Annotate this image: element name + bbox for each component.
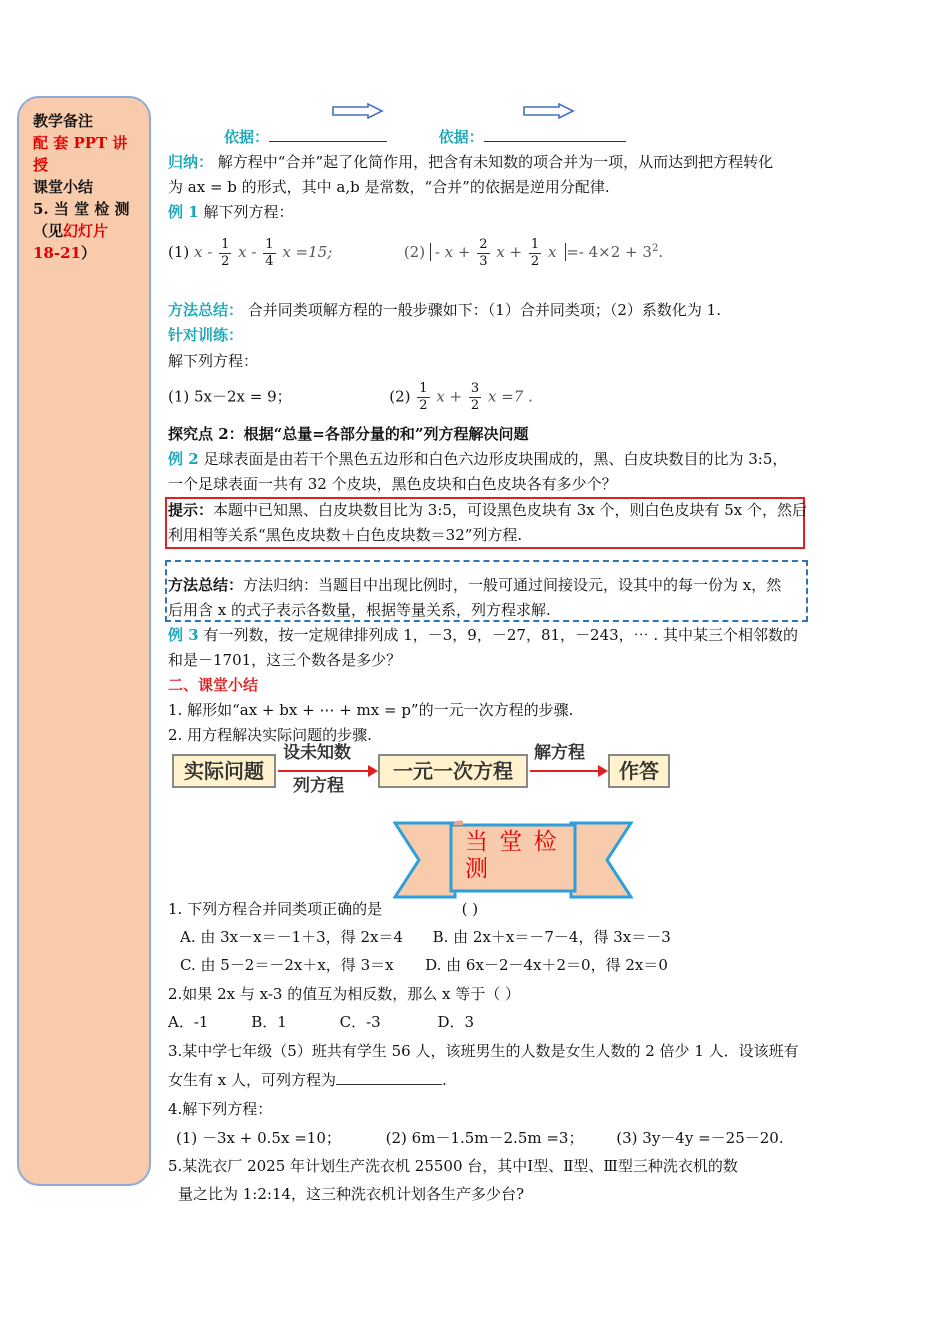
flow-arrow <box>530 770 600 772</box>
flow-label-form-equation: 列方程 <box>293 776 344 796</box>
guina-line1: 归纳： 解方程中“合并”起了化简作用，把含有未知数的项合并为一项，从而达到把方程转化 <box>168 153 774 171</box>
problem-solving-flow <box>172 743 672 806</box>
summary-item-1: 1. 解形如“ax + bx + ⋯ + mx = p”的一元一次方程的步骤. <box>168 701 574 719</box>
section-class-summary: 二、课堂小结 <box>168 676 259 694</box>
example1-equations: (1) x - $\frac{1}{2}$ x - $\frac{1}{4}$ x =15; (2) - x + $\frac{2}{3}$ x + $\frac{1}{2}$ $x =- 4\times 2 + 3^2$. <box>168 236 664 269</box>
example2-line1: 例 2 足球表面是由若干个黑色五边形和白色六边形皮块围成的，黑、白皮块数目的比为 3:5， <box>168 450 788 468</box>
banner-title: 当 堂 检 测 <box>465 829 559 882</box>
flow-label-set-unknown: 设未知数 <box>283 743 351 763</box>
arrow-head-icon <box>368 765 378 777</box>
example1-heading: 例 1 解下列方程： <box>168 203 294 221</box>
example3-line1: 例 3 有一列数，按一定规律排列成 1，－3，9，－27，81，－243，⋯ . 其中某三个相邻数的 <box>168 626 798 644</box>
absolute-value: - x + $\frac{2}{3}$ x + $\frac{1}{2}$ x <box>430 243 566 261</box>
basis-line: 依据： 依据： <box>224 124 626 150</box>
quiz-q3-line2: 女生有 x 人，可列方程为 . <box>168 1067 447 1093</box>
quiz-q2-options: A．-1 B．1 C．-3 D．3 <box>168 1013 475 1031</box>
sidebar-test: 5. 当 堂 检 测 <box>33 200 130 218</box>
method-summary-2-line2: 后用含 x 的式子表示各数量，根据等量关系，列方程求解. <box>168 601 551 619</box>
training-heading: 针对训练： <box>168 326 244 344</box>
hollow-arrow-icon <box>523 103 575 119</box>
flow-label-solve: 解方程 <box>534 743 585 763</box>
quiz-q2: 2.如果 2x 与 x-3 的值互为相反数，那么 x 等于（ ） <box>168 985 520 1003</box>
method-summary-2-line1: 方法总结：方法归纳：当题目中出现比例时，一般可通过间接设元，设其中的每一份为 x，然 <box>168 576 782 594</box>
flow-box-actual-problem: 实际问题 <box>172 754 276 788</box>
example3-line2: 和是－1701，这三个数各是多少？ <box>168 651 402 669</box>
flow-box-linear-equation: 一元一次方程 <box>378 754 528 788</box>
guina-line2: 为 ax = b 的形式，其中 a,b 是常数，“合并”的依据是逆用分配律. <box>168 178 610 196</box>
method-summary-1: 方法总结： 合并同类项解方程的一般步骤如下：（1）合并同类项；（2）系数化为 1. <box>168 301 721 319</box>
sidebar-slides-ref: （见幻灯片 18-21） <box>33 222 109 262</box>
fraction: $\frac{1}{4}$ <box>265 236 274 269</box>
fraction: $\frac{1}{2}$ <box>221 236 230 269</box>
training-intro: 解下列方程： <box>168 352 259 370</box>
hint-line1: 提示：本题中已知黑、白皮块数目比为 3:5，可设黑色皮块有 3x 个，则白色皮块有 5x 个，然后 <box>168 501 808 519</box>
quiz-q1: 1. 下列方程合并同类项正确的是 ( ) <box>168 900 479 918</box>
summary-item-2: 2. 用方程解决实际问题的步骤. <box>168 726 372 744</box>
arrow-head-icon <box>598 765 608 777</box>
teaching-notes-sidebar <box>17 96 151 1186</box>
flow-arrow <box>278 770 370 772</box>
sidebar-summary: 课堂小结 <box>33 178 94 196</box>
hollow-arrow-icon <box>332 103 384 119</box>
explore-point-2: 探究点 2：根据“总量=各部分量的和”列方程解决问题 <box>168 425 529 443</box>
sidebar-ppt-note: 配 套 PPT 讲授 <box>33 134 128 174</box>
basis-blank <box>484 125 626 142</box>
quiz-q5-line1: 5.某洗衣厂 2025 年计划生产洗衣机 25500 台，其中Ⅰ型、Ⅱ型、Ⅲ型三种洗衣机的数 <box>168 1157 738 1175</box>
example2-line2: 一个足球表面一共有 32 个皮块，黑色皮块和白色皮块各有多少个？ <box>168 475 617 493</box>
answer-blank <box>336 1068 442 1085</box>
sidebar-title: 教学备注 <box>33 112 94 130</box>
quiz-q4: 4.解下列方程： <box>168 1100 273 1118</box>
quiz-q3-line1: 3.某中学七年级（5）班共有学生 56 人，该班男生的人数是女生人数的 2 倍少 1 人．设该班有 <box>168 1042 799 1060</box>
quiz-q1-options-ab: A. 由 3x－x＝－1＋3，得 2x＝4 B. 由 2x＋x＝－7－4，得 3x＝－3 <box>180 928 671 946</box>
quiz-q5-line2: 量之比为 1:2:14，这三种洗衣机计划各生产多少台? <box>178 1185 525 1203</box>
training-equations: (1) 5x－2x = 9； (2) $\frac{1}{2}$ x + $\frac{3}{2}$ x =7 . <box>168 381 533 413</box>
flow-box-answer: 作答 <box>608 754 670 788</box>
quiz-q4-equations: (1) －3x + 0.5x =10； (2) 6m－1.5m－2.5m =3； (3) 3y－4y =－25－20. <box>176 1129 784 1147</box>
quiz-q1-options-cd: C. 由 5－2＝－2x＋x，得 3＝x D. 由 6x－2－4x＋2＝0，得 2x＝0 <box>180 956 668 974</box>
basis-blank <box>269 125 387 142</box>
hint-line2: 利用相等关系“黑色皮块数＋白色皮块数＝32”列方程. <box>168 526 523 544</box>
